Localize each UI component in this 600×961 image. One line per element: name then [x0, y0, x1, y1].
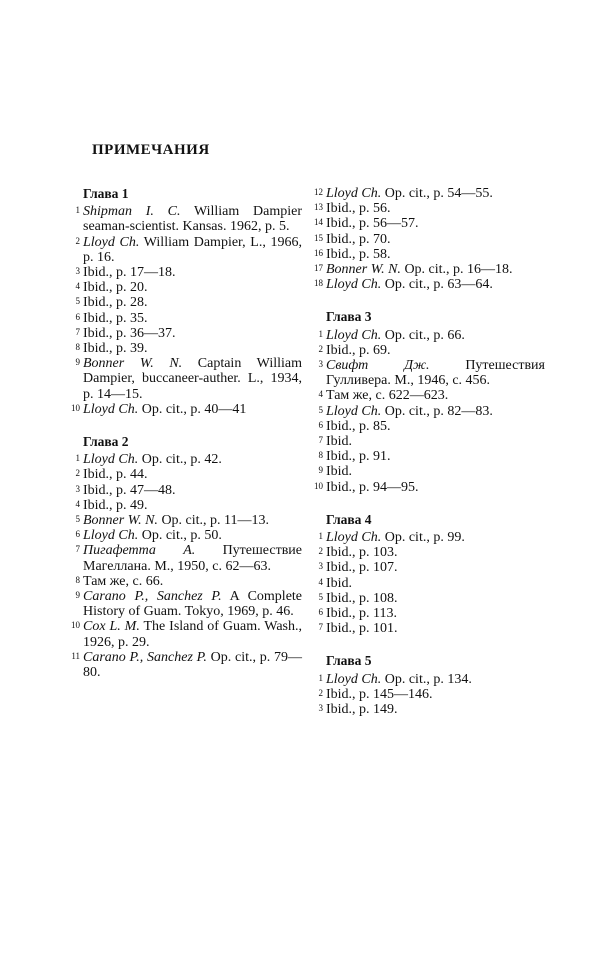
footnote-body: Путешествие Магеллана. М., 1950, с. 62—63. — [83, 543, 303, 574]
footnote-author: Lloyd Ch. — [83, 528, 139, 544]
footnote-body: Ibid. — [326, 575, 353, 591]
footnote-number: 9 — [75, 357, 80, 368]
chapter-heading: Глава 4 — [326, 511, 372, 527]
footnote — [313, 449, 545, 464]
footnote-number: 2 — [75, 468, 80, 479]
footnote-body: Op. cit., p. 82—83. — [381, 403, 493, 419]
footnote-text — [326, 560, 545, 575]
footnote-number: 1 — [318, 672, 323, 683]
footnote-number: 9 — [75, 590, 80, 601]
footnote — [70, 235, 302, 265]
footnote-text — [326, 343, 545, 358]
footnote-body: Ibid., p. 47—48. — [83, 482, 176, 498]
footnote-author: Cox L. M. — [83, 619, 140, 635]
footnote-body: Ibid., p. 113. — [326, 606, 398, 622]
footnote — [70, 326, 302, 341]
chapter-heading: Глава 1 — [83, 186, 129, 201]
footnote-number: 6 — [318, 419, 323, 430]
footnote-text — [83, 513, 302, 528]
footnote-text — [83, 326, 302, 341]
footnote-text — [326, 404, 545, 419]
footnote-text — [83, 467, 302, 482]
footnote-text — [326, 186, 545, 201]
footnote-body: Ibid. — [326, 434, 353, 450]
footnote-number: 1 — [75, 453, 80, 464]
footnote-number: 3 — [318, 359, 323, 370]
footnote-number: 1 — [318, 531, 323, 542]
footnote-author: Carano P., Sanchez P. — [83, 589, 222, 605]
footnote-body: Ibid., p. 39. — [83, 341, 148, 357]
footnote — [70, 280, 302, 295]
footnote-body: William Dampier seaman-scientist. Kansas. 1962, p. 5. — [83, 204, 303, 235]
footnote-body: Ibid., p. 107. — [326, 560, 398, 576]
footnote — [313, 277, 545, 292]
footnote-author: Bonner W. N. — [83, 356, 183, 372]
footnote — [70, 402, 302, 417]
footnote-number: 18 — [314, 278, 323, 289]
footnote-number: 2 — [75, 235, 80, 246]
footnote — [313, 247, 545, 262]
footnote — [70, 265, 302, 280]
footnote-body: Ibid., p. 69. — [326, 342, 391, 358]
footnote-number: 6 — [75, 529, 80, 540]
footnote — [313, 343, 545, 358]
footnote-text — [83, 311, 302, 326]
footnote-number: 4 — [318, 389, 323, 400]
footnote-number: 7 — [318, 622, 323, 633]
footnote — [70, 295, 302, 310]
footnote — [70, 513, 302, 528]
footnote-number: 10 — [71, 620, 80, 631]
footnote-body: William Dampier, L., 1966, p. 16. — [83, 234, 302, 265]
notes-column-left — [70, 186, 302, 680]
footnote-number: 3 — [75, 266, 80, 277]
chapter-heading: Глава 2 — [83, 434, 129, 450]
footnote-author: Lloyd Ch. — [83, 234, 140, 250]
footnote — [70, 341, 302, 356]
footnote — [70, 467, 302, 482]
footnote — [313, 545, 545, 560]
footnote-body: Ibid., p. 17—18. — [83, 265, 176, 281]
footnote-author: Bonner W. N. — [326, 262, 401, 278]
footnote-number: 8 — [75, 574, 80, 585]
footnote-text — [326, 530, 545, 545]
footnote-text — [83, 204, 302, 234]
footnote-text — [326, 232, 545, 247]
footnote-number: 1 — [75, 205, 80, 216]
footnote — [70, 543, 302, 573]
footnote-body: Ibid., p. 56—57. — [326, 216, 419, 232]
footnote-text — [326, 277, 545, 292]
footnote-text — [326, 201, 545, 216]
footnote — [70, 452, 302, 467]
footnote-text — [326, 621, 545, 636]
footnote-number: 15 — [314, 232, 323, 243]
footnote-text — [326, 434, 545, 449]
footnote-text — [326, 576, 545, 591]
footnote-text — [83, 528, 302, 543]
footnote-body: Op. cit., p. 134. — [381, 671, 472, 687]
footnote-text — [83, 452, 302, 467]
page-title: ПРИМЕЧАНИЯ — [92, 142, 210, 158]
notes-column-right — [313, 186, 545, 717]
footnote-text — [326, 464, 545, 479]
footnote-number: 8 — [318, 450, 323, 461]
footnote-text — [83, 619, 302, 649]
footnote — [70, 356, 302, 402]
footnote — [313, 621, 545, 636]
footnote — [313, 702, 545, 717]
footnote — [313, 606, 545, 621]
footnote-author: Bonner W. N. — [83, 513, 158, 529]
footnote-number: 12 — [314, 187, 323, 197]
footnote-text — [326, 262, 545, 277]
footnote-body: A Complete History of Guam. Tokyo, 1969, p. 46. — [83, 589, 303, 620]
footnote-number: 3 — [318, 561, 323, 572]
footnote-text — [326, 358, 545, 388]
footnote-body: Ibid., p. 145—146. — [326, 686, 433, 702]
footnote-body: Ibid., p. 149. — [326, 702, 398, 718]
footnote-text — [326, 449, 545, 464]
footnote — [313, 560, 545, 575]
footnote — [70, 311, 302, 326]
footnote-text — [83, 265, 302, 280]
footnote-text — [83, 280, 302, 295]
footnote-body: Ibid., p. 36—37. — [83, 325, 176, 341]
footnote-text — [83, 235, 302, 265]
footnote-number: 3 — [75, 483, 80, 494]
footnote-number: 9 — [318, 465, 323, 476]
footnote — [70, 528, 302, 543]
chapter-heading: Глава 3 — [326, 309, 372, 325]
footnote-body: Op. cit., p. 66. — [381, 327, 465, 343]
footnote-author: Lloyd Ch. — [326, 327, 382, 343]
footnote-body: Op. cit., p. 79—80. — [83, 649, 303, 681]
footnote-text — [83, 574, 302, 589]
footnote-body: Op. cit., p. 50. — [138, 528, 222, 544]
footnote-author: Lloyd Ch. — [83, 452, 139, 468]
footnote-author: Свифт Дж. — [326, 358, 430, 374]
footnote-number: 8 — [75, 342, 80, 353]
footnote-body: Op. cit., p. 11—13. — [157, 513, 270, 529]
footnote-text — [326, 687, 545, 702]
footnote-number: 7 — [318, 435, 323, 446]
footnote-author: Shipman I. C. — [83, 204, 181, 220]
footnote — [70, 204, 302, 234]
footnote — [313, 434, 545, 449]
footnote — [70, 483, 302, 498]
footnote-number: 2 — [318, 687, 323, 698]
footnote-text — [83, 498, 302, 513]
footnote — [313, 262, 545, 277]
footnote-number: 17 — [314, 263, 323, 274]
footnote-text — [326, 388, 545, 403]
footnote-author: Lloyd Ch. — [326, 186, 382, 201]
footnote-number: 7 — [75, 326, 80, 337]
footnote-text — [83, 589, 302, 619]
footnote — [70, 619, 302, 649]
footnote-number: 4 — [318, 576, 323, 587]
footnote-body: Op. cit., p. 16—18. — [400, 262, 513, 278]
footnote-number: 11 — [71, 650, 80, 661]
footnote-text — [326, 591, 545, 606]
footnote-number: 4 — [75, 281, 80, 292]
footnote-number: 1 — [318, 328, 323, 339]
footnote-body: Ibid., p. 28. — [83, 295, 148, 311]
footnote-number: 5 — [318, 404, 323, 415]
footnote-number: 5 — [318, 591, 323, 602]
footnote — [70, 574, 302, 589]
footnote-number: 5 — [75, 296, 80, 307]
footnote-number: 2 — [318, 343, 323, 354]
footnote-body: Ibid., p. 70. — [326, 231, 391, 247]
footnote-body: Op. cit., p. 54—55. — [381, 186, 493, 201]
footnote — [313, 530, 545, 545]
footnote-number: 10 — [314, 480, 323, 491]
footnote-author: Lloyd Ch. — [326, 530, 382, 546]
footnote-body: Ibid., p. 101. — [326, 621, 398, 637]
footnote-body: Captain William Dampier, buccaneer-auther. L., 1934, p. 14—15. — [83, 356, 302, 402]
footnote-number: 6 — [318, 607, 323, 618]
footnote-text — [326, 480, 545, 495]
footnote-body: Ibid., p. 35. — [83, 310, 148, 326]
footnote-number: 16 — [314, 247, 323, 258]
footnote-body: Ibid. — [326, 464, 353, 480]
footnote-body: Там же, с. 622—623. — [326, 388, 449, 404]
chapter-heading: Глава 5 — [326, 653, 372, 669]
footnote-text — [326, 247, 545, 262]
footnote — [313, 591, 545, 606]
footnote-text — [83, 402, 302, 417]
footnote-text — [83, 543, 302, 573]
footnote-number: 4 — [75, 498, 80, 509]
footnote-body: Ibid., p. 49. — [83, 497, 148, 513]
footnote — [313, 186, 545, 201]
footnote-body: Ibid., p. 56. — [326, 201, 391, 217]
footnote-body: Ibid., p. 58. — [326, 246, 391, 262]
footnote-number: 5 — [75, 514, 80, 525]
footnote-text — [83, 341, 302, 356]
footnote-number: 7 — [75, 544, 80, 555]
footnote — [313, 232, 545, 247]
footnote — [313, 388, 545, 403]
footnote-body: Путешествия Гулливера. М., 1946, с. 456. — [326, 358, 545, 389]
footnote — [313, 480, 545, 495]
footnote-body: Ibid., p. 91. — [326, 449, 391, 465]
footnote — [313, 328, 545, 343]
footnote-body: Ibid., p. 94—95. — [326, 479, 419, 495]
footnote-author: Lloyd Ch. — [326, 403, 382, 419]
footnote-body: Ibid., p. 44. — [83, 467, 148, 483]
footnote-body: The Island of Guam. Wash., 1926, p. 29. — [83, 619, 302, 650]
footnote-author: Carano P., Sanchez P. — [83, 649, 207, 665]
footnote-author: Lloyd Ch. — [326, 671, 382, 687]
footnote-text — [326, 702, 545, 717]
footnote-body: Op. cit., p. 63—64. — [381, 277, 493, 293]
footnote-text — [326, 216, 545, 231]
footnote-text — [83, 650, 302, 680]
footnote — [313, 464, 545, 479]
footnote-number: 2 — [318, 546, 323, 557]
footnote-text — [326, 419, 545, 434]
footnote-author: Lloyd Ch. — [326, 277, 382, 293]
footnote — [70, 498, 302, 513]
footnote — [313, 419, 545, 434]
footnote-number: 10 — [71, 402, 80, 413]
footnote-body: Ibid., p. 20. — [83, 280, 148, 296]
footnote — [313, 576, 545, 591]
footnote-body: Op. cit., p. 42. — [138, 452, 222, 468]
footnote-body: Ibid., p. 108. — [326, 590, 398, 606]
footnote-body: Op. cit., p. 99. — [381, 530, 465, 546]
footnote — [313, 201, 545, 216]
footnote-text — [83, 295, 302, 310]
footnote-body: Ibid., p. 85. — [326, 418, 391, 434]
footnote-number: 13 — [314, 202, 323, 213]
footnote-number: 14 — [314, 217, 323, 228]
footnote-text — [326, 545, 545, 560]
footnote-text — [326, 328, 545, 343]
footnote-number: 6 — [75, 311, 80, 322]
footnote — [313, 358, 545, 388]
footnote — [313, 672, 545, 687]
footnote — [313, 404, 545, 419]
footnote-body: Ibid., p. 103. — [326, 545, 398, 561]
footnote-text — [326, 672, 545, 687]
footnote — [70, 589, 302, 619]
footnote — [313, 687, 545, 702]
footnote-text — [326, 606, 545, 621]
footnote-text — [83, 356, 302, 402]
footnote-body: Op. cit., p. 40—41 — [138, 401, 247, 417]
footnote-author: Lloyd Ch. — [83, 401, 139, 417]
footnote-author: Пигафетта А. — [83, 543, 196, 559]
footnote-text — [83, 483, 302, 498]
footnote — [313, 216, 545, 231]
footnote-number: 3 — [318, 703, 323, 714]
footnote — [70, 650, 302, 680]
footnote-body: Там же, с. 66. — [83, 573, 164, 589]
